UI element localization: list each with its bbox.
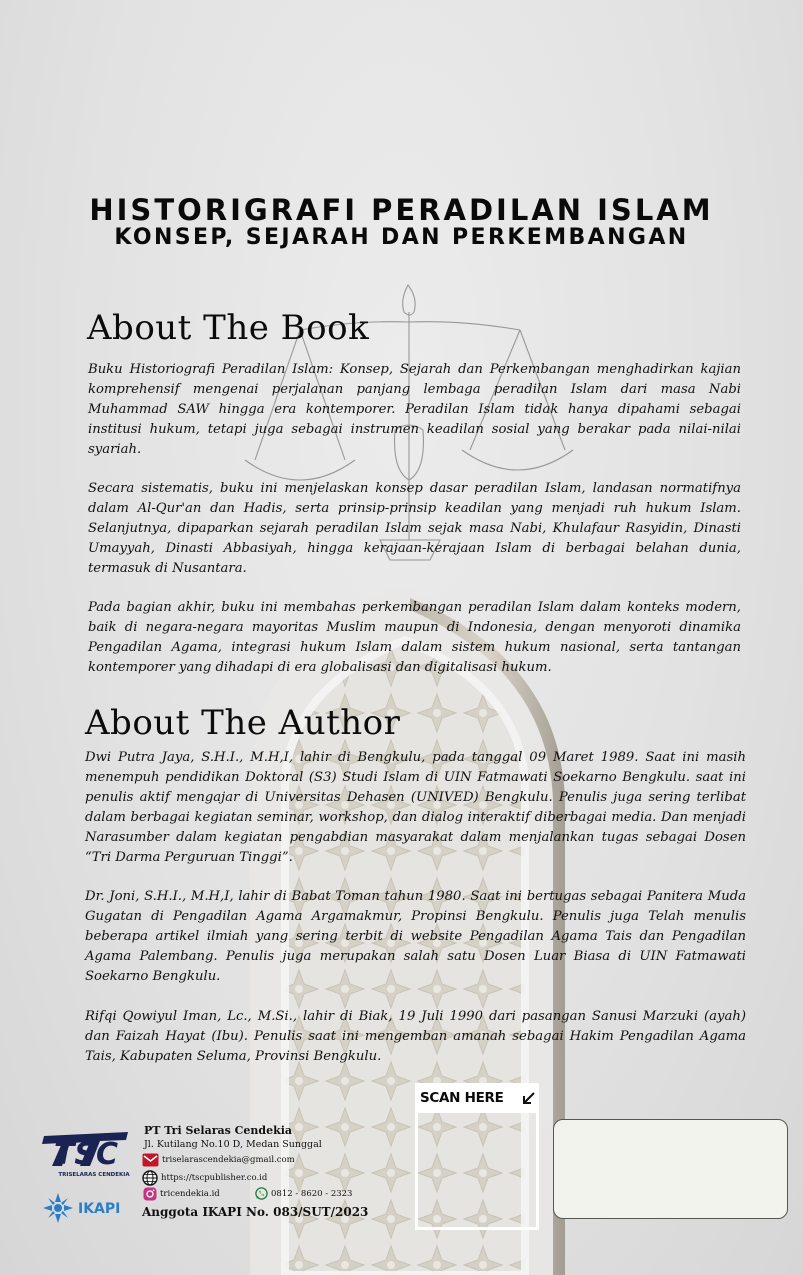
contact-website-text: https://tscpublisher.co.id (161, 1173, 268, 1183)
contact-phone-text: 0812 - 8620 - 2323 (271, 1188, 353, 1199)
author-bio-1: Dwi Putra Jaya, S.H.I., M.H,I, lahir di Bengkulu, pada tanggal 09 Maret 1989. Saat ini masih menempuh pendidikan Doktoral (S3) Studi Islam di UIN Fatmawati Soekarno Bengkulu. saat ini penulis aktif mengajar di Universitas Dehasen (UNIVED) Bengkulu. Penulis juga sering terlibat dalam berbagai kegiatan seminar, workshop, dan dialog interaktif diberbagai media. Dan menjadi Narasumber dalam kegiatan pengabdian masyarakat dalam menjalankan tugas sebagai Dosen “Tri Darma Perguruan Tinggi”. (85, 750, 746, 865)
publisher-name: PT Tri Selaras Cendekia (144, 1124, 293, 1137)
about-book-heading: About The Book (87, 308, 370, 348)
tsc-logo (40, 1128, 132, 1180)
contact-phone[interactable] (255, 1187, 352, 1200)
about-book-paragraph-1: Buku Historiografi Peradilan Islam: Konsep, Sejarah dan Perkembangan menghadirkan kajian komprehensif mengenai perjalanan panjang lembaga peradilan Islam dari masa Nabi Muhammad SAW hingga era kontemporer. Peradilan Islam tidak hanya dipahami sebagai institusi hukum, tetapi juga sebagai instrumen keadilan sosial yang berakar pada nilai-nilai syariah. (88, 362, 741, 457)
ikapi-membership: Anggota IKAPI No. 083/SUT/2023 (142, 1205, 369, 1219)
globe-icon (142, 1170, 158, 1186)
tsc-logo-text: TSC (53, 1137, 119, 1172)
ikapi-logo (42, 1191, 134, 1225)
book-title: HISTORIGRAFI PERADILAN ISLAM (89, 193, 714, 227)
about-book-paragraph-2: Secara sistematis, buku ini menjelaskan konsep dasar peradilan Islam, landasan normatifnya dalam Al-Qur'an dan Hadis, serta prinsip-prinsip keadilan yang menjadi ruh hukum Islam. Selanjutnya, dipaparkan sejarah peradilan Islam sejak masa Nabi, Khulafaur Rasyidin, Dinasti Umayyah, Dinasti Abbasiyah, hingga kerajaan-kerajaan Islam di berbagai belahan dunia, termasuk di Nusantara. (88, 481, 741, 576)
contact-instagram[interactable] (143, 1187, 220, 1201)
contact-email[interactable] (142, 1153, 295, 1167)
book-subtitle: KONSEP, SEJARAH DAN PERKEMBANGAN (114, 225, 689, 250)
arrow-icon (522, 1091, 536, 1105)
scan-here-label (415, 1083, 539, 1113)
scan-here-text: SCAN HERE (420, 1090, 504, 1106)
about-author-heading: About The Author (85, 703, 401, 743)
email-icon (142, 1153, 159, 1167)
tsc-logo-tagline: TRISELARAS CENDEKIA (58, 1172, 130, 1178)
contact-instagram-text: tricendekia.id (160, 1189, 220, 1199)
instagram-icon (143, 1187, 157, 1201)
contact-email-text: triselarascendekia@gmail.com (162, 1155, 295, 1165)
whatsapp-icon (255, 1187, 268, 1200)
author-bio-3: Rifqi Qowiyul Iman, Lc., M.Si., lahir di Biak, 19 Juli 1990 dari pasangan Sanusi Marzuki (ayah) dan Faizah Hayat (Ibu). Penulis saat ini mengemban amanah sebagai Hakim Pengadilan Agama Tais, Kabupaten Seluma, Provinsi Bengkulu. (85, 1009, 746, 1064)
barcode-box (553, 1119, 788, 1219)
ikapi-logo-text: IKAPI (78, 1201, 121, 1217)
contact-website[interactable] (142, 1170, 267, 1186)
publisher-address: Jl. Kutilang No.10 D, Medan Sunggal (144, 1139, 322, 1150)
about-book-paragraph-3: Pada bagian akhir, buku ini membahas perkembangan peradilan Islam dalam konteks modern, baik di negara-negara mayoritas Muslim maupun di Indonesia, dengan menyoroti dinamika Pengadilan Agama, integrasi hukum Islam dalam sistem hukum nasional, serta tantangan kontemporer yang dihadapi di era globalisasi dan digitalisasi hukum. (88, 600, 741, 675)
author-bio-2: Dr. Joni, S.H.I., M.H,I, lahir di Babat Toman tahun 1980. Saat ini bertugas sebagai Panitera Muda Gugatan di Pengadilan Agama Argamakmur, Propinsi Bengkulu. Penulis juga Telah menulis beberapa artikel ilmiah yang sering terbit di website Pengadilan Agama Tais dan Pengadilan Agama Palembang. Penulis juga merupakan salah satu Dosen Luar Biasa di UIN Fatmawati Soekarno Bengkulu. (85, 889, 746, 984)
